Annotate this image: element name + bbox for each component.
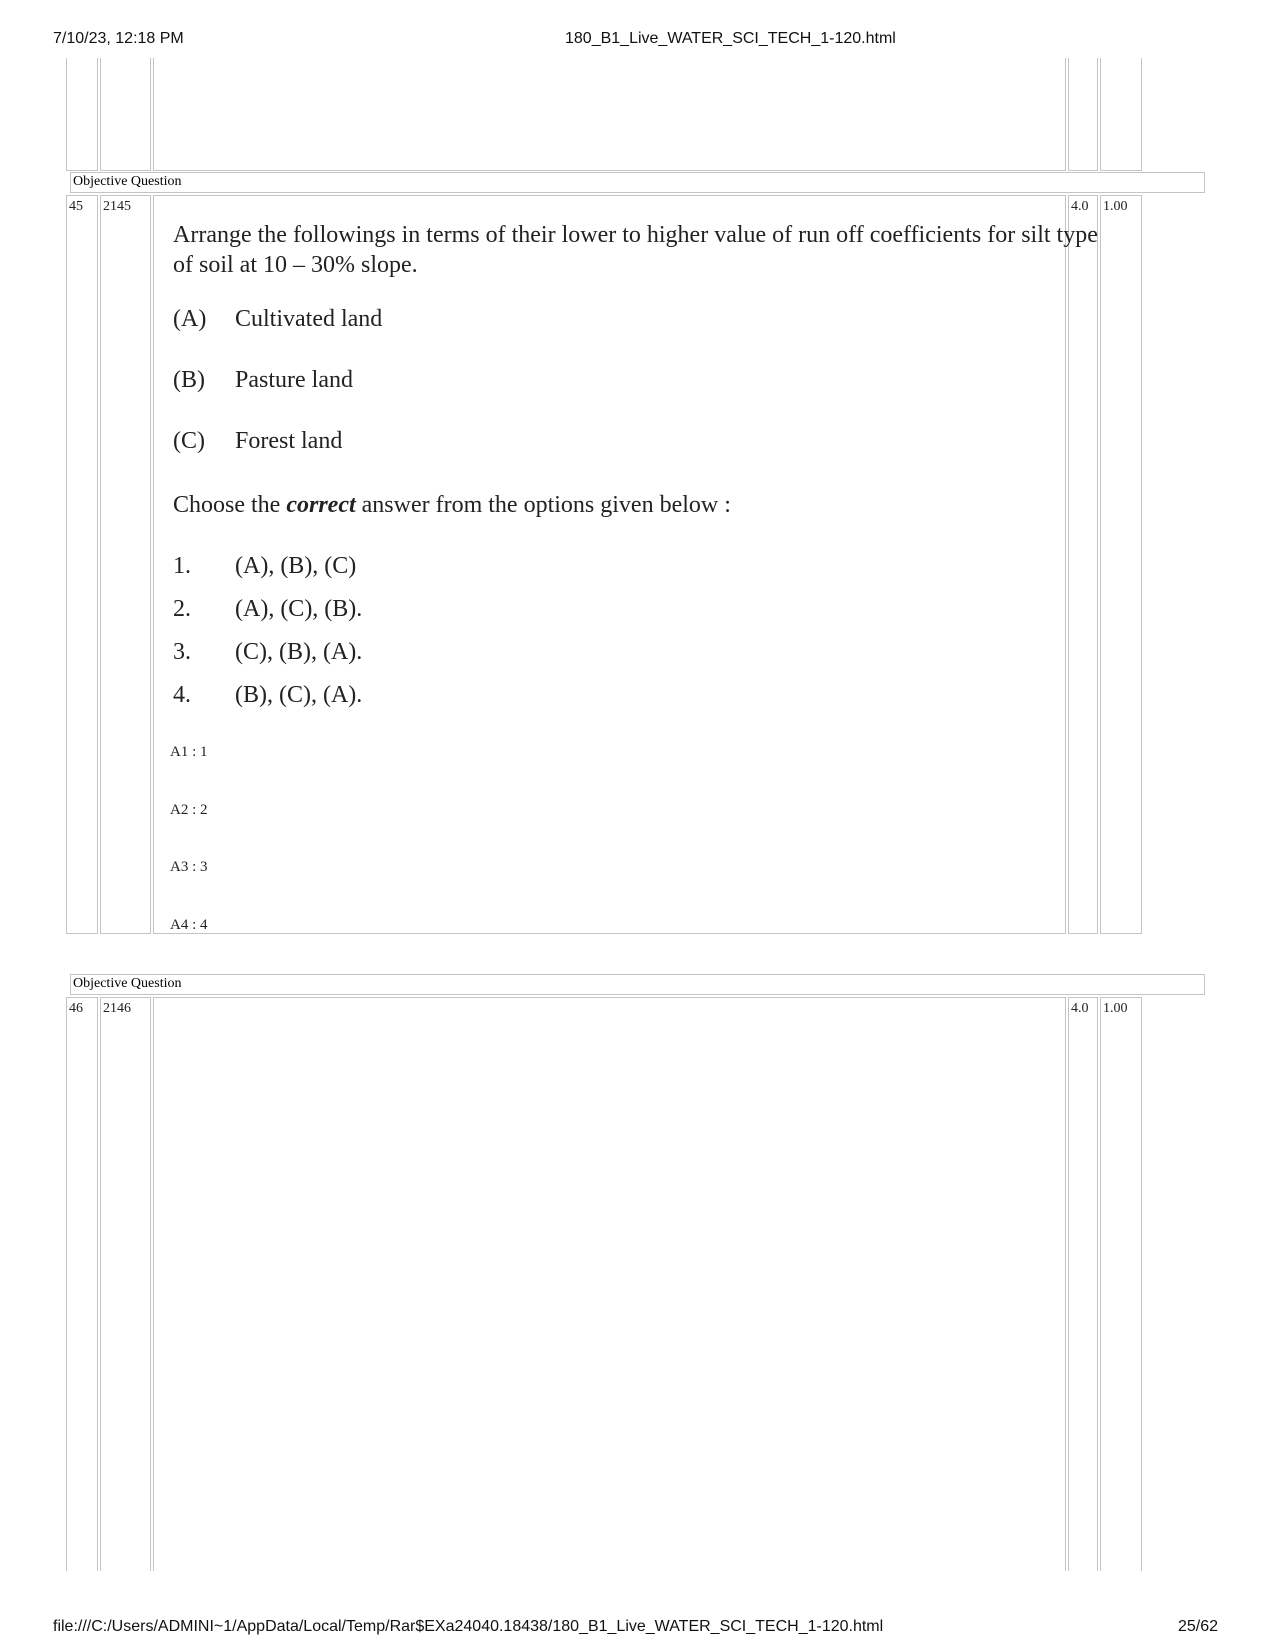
choice-text: (A), (C), (B). (235, 596, 363, 622)
option-label: (C) (173, 428, 205, 454)
section-label-q46: Objective Question (70, 975, 1205, 995)
q45-id: 2145 (103, 199, 131, 214)
q46-serial: 46 (69, 1001, 83, 1016)
print-file-path: file:///C:/Users/ADMINI~1/AppData/Local/Temp/Rar$EXa24040.18438/180_B1_Live_WATER_SCI_TECH_1-120.html (53, 1618, 884, 1635)
choice-number: 4. (173, 682, 191, 708)
q45-serial: 45 (69, 199, 83, 214)
prev-negative-cell (1100, 58, 1142, 171)
q46-negative-cell (1100, 997, 1142, 1571)
q45-choice-3 (173, 639, 362, 666)
q45-serial-cell (66, 195, 98, 934)
instruction-prefix: Choose the (173, 492, 287, 518)
q45-choice-2 (173, 596, 362, 623)
q46-serial-cell (66, 997, 98, 1571)
q45-id-cell (100, 195, 151, 934)
q46-negative: 1.00 (1103, 1001, 1128, 1016)
q45-instruction (173, 492, 731, 519)
choice-text: (A), (B), (C) (235, 553, 357, 579)
option-label: (B) (173, 367, 205, 393)
section-label-q45: Objective Question (70, 173, 1205, 193)
option-text: Forest land (235, 428, 343, 454)
choice-number: 2. (173, 596, 191, 622)
option-label: (A) (173, 306, 207, 332)
prev-content-cell (153, 58, 1066, 171)
prev-marks-cell (1068, 58, 1098, 171)
instruction-suffix: answer from the options given below : (355, 492, 731, 518)
q45-choice-1 (173, 553, 356, 580)
choice-text: (B), (C), (A). (235, 682, 363, 708)
print-document-title: 180_B1_Live_WATER_SCI_TECH_1-120.html (565, 30, 896, 47)
print-footer (0, 1618, 1275, 1638)
prev-serial-cell (66, 58, 98, 171)
q45-marks: 4.0 (1071, 199, 1089, 214)
q46-id-cell (100, 997, 151, 1571)
instruction-emphasis: correct (286, 492, 356, 518)
q46-marks-cell (1068, 997, 1098, 1571)
q45-choice-4 (173, 682, 362, 709)
print-header (0, 30, 1275, 50)
q45-answer-4: A4 : 4 (170, 917, 208, 933)
prev-id-cell (100, 58, 151, 171)
option-text: Pasture land (235, 367, 353, 393)
q46-id: 2146 (103, 1001, 131, 1016)
choice-number: 1. (173, 553, 191, 579)
q45-negative-cell (1100, 195, 1142, 934)
choice-text: (C), (B), (A). (235, 639, 363, 665)
q46-marks: 4.0 (1071, 1001, 1089, 1016)
print-datetime: 7/10/23, 12:18 PM (53, 30, 184, 47)
q45-stem: Arrange the followings in terms of their lower to higher value of run off coefficients for silt type of soil at 10 – 30% slope. (173, 222, 1098, 278)
q45-option-b (173, 367, 353, 394)
q45-answer-2: A2 : 2 (170, 802, 208, 818)
q45-option-c (173, 428, 342, 455)
q46-content-cell (153, 997, 1066, 1571)
q45-option-a (173, 306, 382, 333)
print-page-number: 25/62 (1178, 1618, 1219, 1635)
q45-answer-3: A3 : 3 (170, 859, 208, 875)
choice-number: 3. (173, 639, 191, 665)
option-text: Cultivated land (235, 306, 383, 332)
q45-answer-1: A1 : 1 (170, 744, 208, 760)
q45-marks-cell (1068, 195, 1098, 934)
q45-negative: 1.00 (1103, 199, 1128, 214)
